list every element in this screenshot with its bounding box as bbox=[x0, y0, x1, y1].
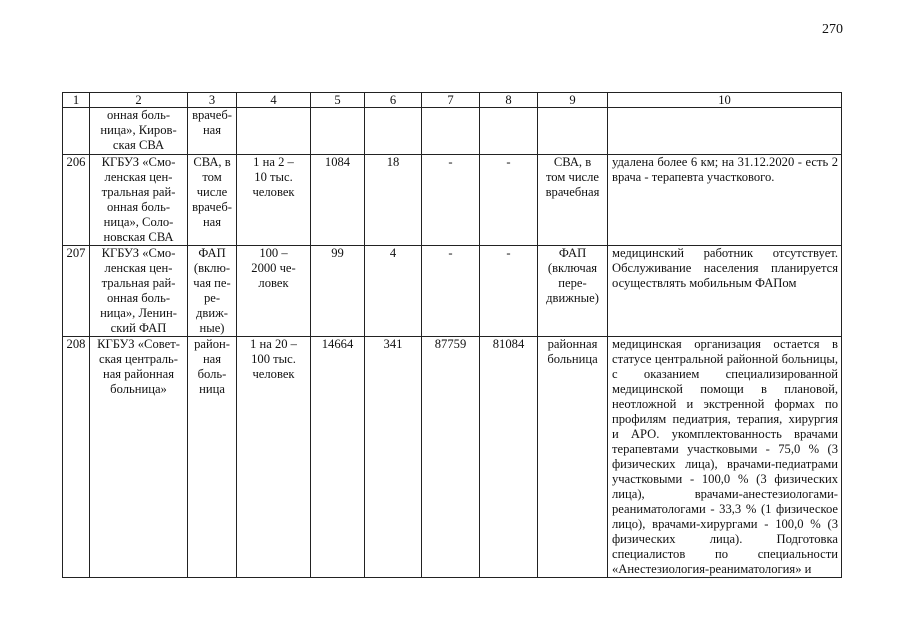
text-line: тральная рай- bbox=[101, 185, 176, 199]
table-row bbox=[63, 246, 842, 337]
cell-col7: - bbox=[422, 155, 480, 246]
cell-organization bbox=[90, 108, 188, 155]
text-line: ница», Киров- bbox=[100, 123, 177, 137]
column-header-4: 4 bbox=[237, 93, 311, 108]
text-line: КГБУЗ «Смо- bbox=[101, 246, 176, 260]
text-line: ская централь- bbox=[99, 352, 178, 366]
text-line: (вклю- bbox=[193, 261, 231, 275]
table-row bbox=[63, 337, 842, 578]
text-line: числе bbox=[196, 185, 228, 199]
text-line: ница», Соло- bbox=[103, 215, 174, 229]
cell bbox=[237, 108, 311, 155]
cell-comment: удалена более 6 км; на 31.12.2020 - есть 2 врача - терапевта участкового. bbox=[608, 155, 842, 246]
text-line: ленская цен- bbox=[104, 261, 173, 275]
column-header-6: 6 bbox=[365, 93, 422, 108]
cell-type bbox=[188, 108, 237, 155]
text-line: КГБУЗ «Смо- bbox=[101, 155, 176, 169]
text-line: КГБУЗ «Совет- bbox=[97, 337, 180, 351]
cell-col6: 341 bbox=[365, 337, 422, 578]
text-line: ловек bbox=[258, 276, 289, 290]
cell-number: 207 bbox=[63, 246, 90, 337]
cell-comment: медицинский работник отсутствует. Обслуживание населения планируется осуществлять мобильным ФАПом bbox=[608, 246, 842, 337]
cell-norm bbox=[237, 246, 311, 337]
text-line: онная боль- bbox=[106, 200, 171, 214]
cell bbox=[365, 108, 422, 155]
text-line: человек bbox=[252, 185, 295, 199]
cell-col6: 4 bbox=[365, 246, 422, 337]
text-line: больница» bbox=[110, 382, 167, 396]
column-header-9: 9 bbox=[538, 93, 608, 108]
text-line: районная bbox=[547, 337, 598, 351]
cell-col9 bbox=[538, 246, 608, 337]
page-number: 270 bbox=[822, 22, 843, 37]
text-line: новская СВА bbox=[103, 230, 174, 244]
cell-col9 bbox=[538, 337, 608, 578]
text-line: ФАП bbox=[558, 246, 587, 260]
text-line: 10 тыс. bbox=[254, 170, 293, 184]
cell-norm bbox=[237, 337, 311, 578]
text-line: СВА, в bbox=[193, 155, 231, 169]
text-line: 100 – bbox=[259, 246, 288, 260]
header-row bbox=[63, 93, 842, 108]
text-line: ленская цен- bbox=[104, 170, 173, 184]
text-line: движ- bbox=[196, 306, 228, 320]
text-line: СВА, в bbox=[553, 155, 592, 169]
cell-col7: 87759 bbox=[422, 337, 480, 578]
text-line: ница», Ленин- bbox=[100, 306, 177, 320]
text-line: онная боль- bbox=[106, 291, 171, 305]
cell-col8: 81084 bbox=[480, 337, 538, 578]
text-line: ре- bbox=[203, 291, 221, 305]
text-line: ская СВА bbox=[112, 138, 165, 152]
text-line: 100 тыс. bbox=[251, 352, 296, 366]
cell-col8: - bbox=[480, 246, 538, 337]
text-line: человек bbox=[252, 367, 295, 381]
text-line: больница bbox=[547, 352, 598, 366]
text-line: пере- bbox=[558, 276, 587, 290]
text-line: ная bbox=[202, 123, 222, 137]
cell-col5: 14664 bbox=[311, 337, 365, 578]
cell-organization bbox=[90, 155, 188, 246]
column-header-1: 1 bbox=[63, 93, 90, 108]
cell-number: 206 bbox=[63, 155, 90, 246]
text-line: том числе bbox=[545, 170, 600, 184]
cell-col7: - bbox=[422, 246, 480, 337]
cell-col6: 18 bbox=[365, 155, 422, 246]
cell bbox=[63, 108, 90, 155]
text-line: (включая bbox=[547, 261, 598, 275]
cell-comment: медицинская организация остается в статусе центральной районной больницы, с оказанием специализированной медицинской помощи в плановой, неотложной и экстренной формах по профилям педиатрия, терапия, хирургия и АРО. укомплектованность врачами терапевтами участковыми - 75,0 % (3 физических лица), врачами-педиатрами участковыми - 100,0 % (3 физических лица), врачами-анестезиологами-реаниматологами - 33,3 % (1 физическое лицо), врачами-хирургами - 100,0 % (3 физических лица). Подготовка специалистов по специальности «Анестезиология-реаниматология» и bbox=[608, 337, 842, 578]
cell bbox=[538, 108, 608, 155]
column-header-5: 5 bbox=[311, 93, 365, 108]
column-header-8: 8 bbox=[480, 93, 538, 108]
text-line: том bbox=[202, 170, 222, 184]
table-row bbox=[63, 155, 842, 246]
cell-type bbox=[188, 337, 237, 578]
text-line: ная bbox=[202, 215, 222, 229]
text-line: врачеб- bbox=[192, 108, 232, 122]
cell bbox=[311, 108, 365, 155]
text-line: 1 на 2 – bbox=[253, 155, 294, 169]
cell bbox=[422, 108, 480, 155]
text-line: движные) bbox=[546, 291, 599, 305]
text-line: врачебная bbox=[545, 185, 600, 199]
continuation-row bbox=[63, 108, 842, 155]
column-header-7: 7 bbox=[422, 93, 480, 108]
cell-organization bbox=[90, 246, 188, 337]
text-line: ница bbox=[199, 382, 225, 396]
data-table bbox=[62, 92, 842, 578]
text-line: ная районная bbox=[102, 367, 175, 381]
cell-type bbox=[188, 155, 237, 246]
text-line: врачеб- bbox=[192, 200, 232, 214]
text-line: 2000 че- bbox=[251, 261, 296, 275]
text-line: 1 на 20 – bbox=[250, 337, 297, 351]
cell bbox=[480, 108, 538, 155]
text-line: боль- bbox=[197, 367, 227, 381]
cell-organization bbox=[90, 337, 188, 578]
text-line: район- bbox=[194, 337, 230, 351]
text-line: тральная рай- bbox=[101, 276, 176, 290]
cell-col8: - bbox=[480, 155, 538, 246]
cell-norm bbox=[237, 155, 311, 246]
cell bbox=[608, 108, 842, 155]
text-line: ский ФАП bbox=[110, 321, 167, 335]
text-line: ные) bbox=[199, 321, 225, 335]
text-line: ФАП bbox=[198, 246, 226, 260]
column-header-3: 3 bbox=[188, 93, 237, 108]
text-line: онная боль- bbox=[106, 108, 171, 122]
text-line: чая пе- bbox=[193, 276, 231, 290]
column-header-2: 2 bbox=[90, 93, 188, 108]
column-header-10: 10 bbox=[608, 93, 842, 108]
text-line: ная bbox=[202, 352, 222, 366]
cell-type bbox=[188, 246, 237, 337]
cell-col5: 99 bbox=[311, 246, 365, 337]
cell-col9 bbox=[538, 155, 608, 246]
cell-number: 208 bbox=[63, 337, 90, 578]
cell-col5: 1084 bbox=[311, 155, 365, 246]
